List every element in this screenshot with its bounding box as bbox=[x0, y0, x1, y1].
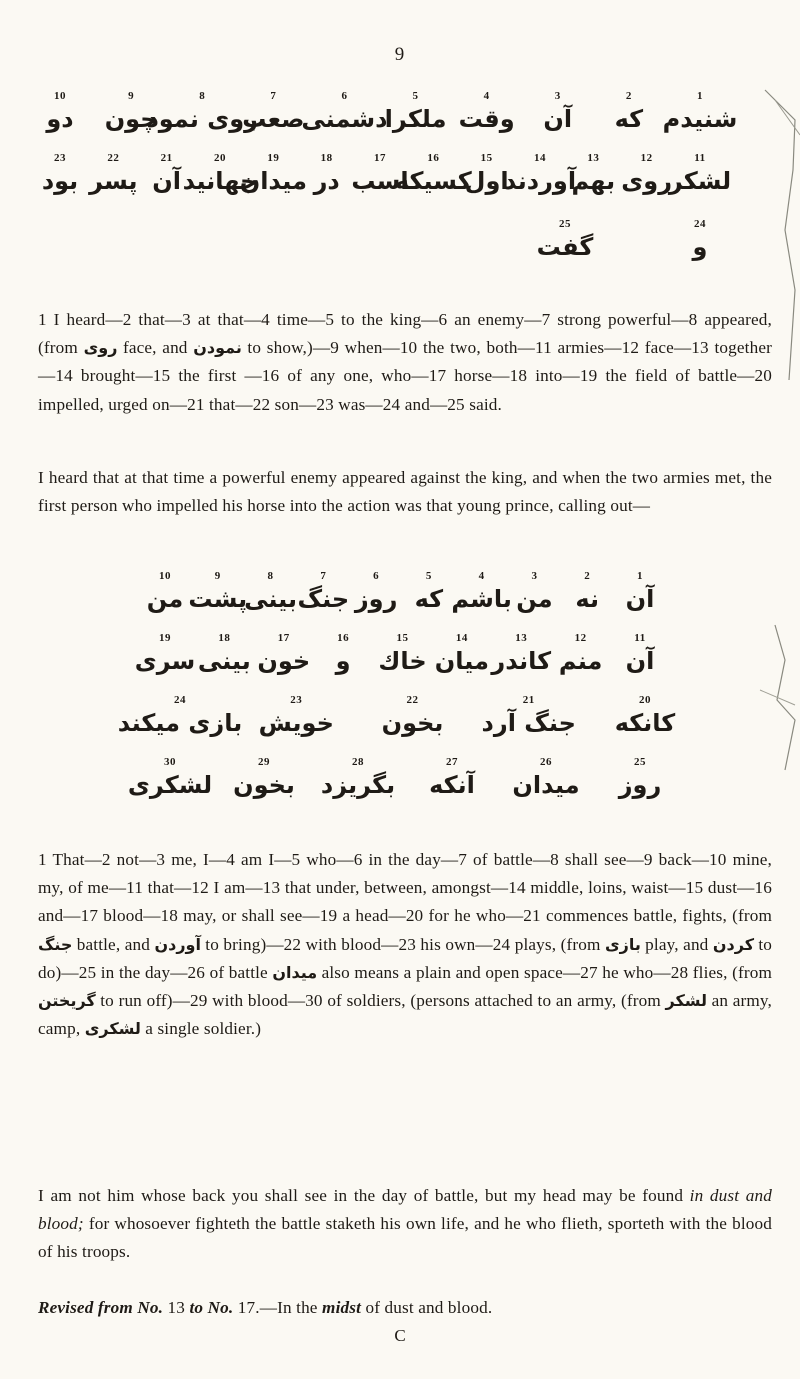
word-text: دو bbox=[46, 105, 74, 133]
word-text: آن bbox=[543, 105, 573, 133]
word-text: من bbox=[516, 585, 553, 613]
word-text: بود bbox=[41, 167, 79, 195]
arabic-word bbox=[321, 756, 395, 802]
word-number: 23 bbox=[54, 152, 66, 164]
word-text: بازى ميكند bbox=[117, 709, 243, 737]
arabic-word bbox=[504, 152, 576, 198]
arabic-word bbox=[351, 152, 408, 198]
word-text: و bbox=[335, 647, 351, 675]
arabic-line bbox=[0, 570, 800, 640]
arabic-word bbox=[516, 570, 552, 616]
word-number: 26 bbox=[539, 756, 552, 768]
word-number: 22 bbox=[107, 152, 120, 164]
inline-arabic-word: لشكر bbox=[665, 991, 708, 1011]
arabic-word bbox=[105, 90, 158, 136]
arabic-word bbox=[415, 570, 444, 616]
word-text: آن bbox=[152, 167, 182, 195]
arabic-line bbox=[0, 756, 800, 826]
word-number: 12 bbox=[640, 152, 653, 164]
word-text: آوردند bbox=[503, 167, 577, 195]
gloss-paragraph-2: 1 That—2 not—3 me, I—4 am I—5 who—6 in the day—7 of battle—8 shall see—9 back—10 mine, my, of me—11 that—12 I am—13 that under, between, amongst—14 middle, loins, waist—15 dust—16 and—17 blood—18 may, or shall see—19 a head—20 for he who—21 commences battle, fights, (from جنگ battle, and آوردن to bring)—22 with blood—23 his own—24 plays, (from بازى play, and كردن to do)—25 in the day—26 of battle ميدان also means a plain and open space—27 he who—28 flies, (from گريختن to run off)—29 with blood—30 of soldiers, (persons attached to an army, (from لشكر an army, camp, لشكرى a single soldier.) bbox=[38, 850, 772, 1039]
word-text: سرى bbox=[134, 647, 196, 675]
arabic-word bbox=[152, 152, 181, 198]
word-number: 10 bbox=[159, 570, 171, 582]
arabic-word bbox=[188, 570, 247, 616]
arabic-word bbox=[378, 632, 426, 678]
word-text: پشت bbox=[188, 585, 248, 613]
arabic-line bbox=[0, 632, 800, 702]
word-number: 29 bbox=[258, 756, 270, 768]
arabic-word bbox=[512, 756, 579, 802]
arabic-word bbox=[626, 570, 655, 616]
word-text: ميان bbox=[434, 647, 489, 675]
inline-arabic-word: كردن bbox=[712, 934, 755, 954]
word-text: جهانيد bbox=[182, 167, 258, 195]
word-number: 11 bbox=[694, 152, 706, 164]
word-text: آن bbox=[625, 585, 655, 613]
word-text: شنيدم bbox=[662, 105, 738, 133]
emphasis-text: in dust and blood; bbox=[38, 1186, 772, 1234]
word-text: كسيكه bbox=[394, 167, 472, 195]
arabic-word bbox=[543, 90, 572, 136]
inline-arabic-word: روى bbox=[83, 338, 118, 358]
word-text: خون bbox=[257, 647, 311, 675]
arabic-word bbox=[451, 570, 511, 616]
word-number: 20 bbox=[213, 152, 226, 164]
word-number: 18 bbox=[218, 632, 231, 644]
arabic-word bbox=[233, 756, 295, 802]
arabic-word bbox=[693, 218, 708, 264]
word-number: 5 bbox=[425, 570, 432, 582]
arabic-line bbox=[0, 218, 800, 288]
word-text: كاندر bbox=[491, 647, 552, 675]
arabic-word bbox=[147, 570, 183, 616]
revised-note: Revised from No. 13 to No. 17.—In the midst of dust and blood. bbox=[38, 1298, 493, 1317]
word-number: 1 bbox=[637, 570, 643, 582]
arabic-word bbox=[537, 218, 594, 264]
word-number: 18 bbox=[320, 152, 333, 164]
word-text: ميدان bbox=[239, 167, 307, 195]
emphasis-text: Revised from No. bbox=[38, 1298, 164, 1317]
word-text: وقت bbox=[458, 105, 515, 133]
word-text: لشكرى bbox=[127, 771, 213, 799]
word-number: 10 bbox=[53, 90, 66, 102]
word-text: باشم bbox=[451, 585, 512, 613]
arabic-line bbox=[0, 90, 800, 160]
arabic-word bbox=[459, 90, 515, 136]
word-text: خويش bbox=[258, 709, 334, 737]
inline-arabic-word: جنگ bbox=[38, 934, 73, 954]
arabic-word bbox=[118, 694, 242, 740]
word-text: روز bbox=[354, 585, 398, 613]
word-number: 4 bbox=[483, 90, 490, 102]
arabic-word bbox=[336, 632, 351, 678]
word-number: 2 bbox=[625, 90, 632, 102]
emphasis-text: midst bbox=[322, 1298, 361, 1317]
word-text: آنكه bbox=[429, 771, 475, 799]
arabic-word bbox=[297, 570, 349, 616]
arabic-word bbox=[615, 694, 676, 740]
word-number: 13 bbox=[587, 152, 600, 164]
arabic-word bbox=[42, 152, 78, 198]
word-text: پسر bbox=[89, 167, 138, 195]
word-text: بهم bbox=[571, 167, 616, 195]
arabic-word bbox=[385, 90, 447, 136]
word-number: 19 bbox=[159, 632, 171, 644]
word-number: 11 bbox=[634, 632, 646, 644]
word-number: 24 bbox=[693, 218, 706, 230]
word-number: 25 bbox=[634, 756, 646, 768]
word-number: 17 bbox=[277, 632, 290, 644]
word-number: 14 bbox=[455, 632, 468, 644]
arabic-verse-2 bbox=[0, 570, 800, 840]
arabic-word bbox=[619, 756, 662, 802]
word-text: اسب bbox=[351, 167, 409, 195]
word-number: 25 bbox=[558, 218, 571, 230]
word-text: دشمنى bbox=[301, 105, 388, 133]
emphasis-text: to No. bbox=[189, 1298, 234, 1317]
word-number: 9 bbox=[128, 90, 135, 102]
arabic-word bbox=[183, 152, 258, 198]
arabic-word bbox=[244, 570, 297, 616]
word-number: 1 bbox=[697, 90, 703, 102]
word-text: روى نمود bbox=[146, 105, 258, 133]
arabic-word bbox=[259, 694, 334, 740]
arabic-word bbox=[198, 632, 251, 678]
word-number: 3 bbox=[554, 90, 561, 102]
word-text: ملكرا bbox=[384, 105, 447, 133]
arabic-word bbox=[621, 152, 672, 198]
arabic-word bbox=[575, 570, 599, 616]
word-number: 8 bbox=[199, 90, 206, 102]
inline-arabic-word: لشكرى bbox=[84, 1019, 141, 1039]
word-text: بينى bbox=[197, 647, 251, 675]
word-number: 23 bbox=[290, 694, 303, 706]
word-number: 5 bbox=[412, 90, 419, 102]
word-number: 16 bbox=[427, 152, 440, 164]
arabic-word bbox=[571, 152, 615, 198]
word-number: 12 bbox=[574, 632, 587, 644]
word-text: بخون bbox=[233, 771, 295, 799]
arabic-word bbox=[355, 570, 398, 616]
word-number: 14 bbox=[534, 152, 546, 164]
word-text: ميدان bbox=[512, 771, 580, 799]
page-number: 9 bbox=[394, 44, 406, 65]
word-text: جنگ bbox=[297, 585, 350, 613]
inline-arabic-word: بازى bbox=[604, 934, 641, 954]
arabic-word bbox=[46, 90, 73, 136]
arabic-word bbox=[146, 90, 258, 136]
arabic-word bbox=[559, 632, 602, 678]
word-number: 30 bbox=[163, 756, 176, 768]
inline-arabic-word: نمودن bbox=[193, 338, 242, 358]
gloss-paragraph-1: 1 I heard—2 that—3 at that—4 time—5 to the king—6 an enemy—7 strong powerful—8 appeared, (from روى face, and نمودن to show,)—9 when—10 the two, both—11 armies—12 face—13 together—14 brought—15 the first —16 of any one, who—17 horse—18 into—19 the field of battle—20 impelled, urged on—21 that—22 son—23 was—24 and—25 said. bbox=[38, 310, 772, 414]
word-number: 24 bbox=[174, 694, 186, 706]
inline-arabic-word: گريختن bbox=[38, 991, 96, 1011]
arabic-word bbox=[89, 152, 137, 198]
word-text: چون bbox=[104, 105, 158, 133]
word-text: كانكه bbox=[614, 709, 676, 737]
word-text: بينى bbox=[244, 585, 297, 613]
word-text: نه bbox=[575, 585, 600, 613]
arabic-word bbox=[301, 90, 387, 136]
word-number: 19 bbox=[267, 152, 280, 164]
arabic-word bbox=[257, 632, 310, 678]
arabic-word bbox=[382, 694, 444, 740]
arabic-word bbox=[663, 90, 738, 136]
word-text: جنگ آرد bbox=[481, 709, 576, 737]
word-number: 7 bbox=[320, 570, 327, 582]
arabic-word bbox=[482, 694, 576, 740]
inline-arabic-word: ميدان bbox=[272, 962, 318, 982]
arabic-verse-1 bbox=[0, 90, 800, 275]
inline-arabic-word: آوردن bbox=[154, 934, 201, 954]
word-number: 27 bbox=[446, 756, 458, 768]
word-text: بخون bbox=[381, 709, 444, 737]
arabic-word bbox=[429, 756, 475, 802]
arabic-word bbox=[491, 632, 551, 678]
translation-paragraph-1: I heard that at that time a powerful enemy appeared against the king, and when the two armies met, the first person who impelled his horse into the action was that young prince, calling out— bbox=[38, 468, 772, 516]
word-number: 15 bbox=[396, 632, 409, 644]
word-number: 6 bbox=[341, 90, 348, 102]
word-text: و bbox=[692, 233, 708, 261]
arabic-word bbox=[435, 632, 489, 678]
word-number: 28 bbox=[352, 756, 364, 768]
arabic-word bbox=[615, 90, 644, 136]
word-number: 2 bbox=[584, 570, 591, 582]
word-text: كه bbox=[614, 105, 644, 133]
word-text: روى bbox=[621, 167, 673, 195]
word-number: 21 bbox=[160, 152, 173, 164]
arabic-line bbox=[0, 694, 800, 764]
word-number: 6 bbox=[373, 570, 380, 582]
translation-paragraph-2: I am not him whose back you shall see in the day of battle, but my head may be found in dust and blood; for whosoever fighteth the battle staketh his own life, and he who flieth, sporteth with the blood of his troops. bbox=[38, 1186, 772, 1262]
arabic-line bbox=[0, 152, 800, 222]
arabic-word bbox=[626, 632, 655, 678]
word-text: بگريزد bbox=[320, 771, 396, 799]
word-number: 17 bbox=[373, 152, 386, 164]
word-text: در bbox=[313, 167, 340, 195]
word-number: 22 bbox=[406, 694, 419, 706]
word-text: لشكر bbox=[668, 167, 732, 195]
word-number: 4 bbox=[478, 570, 485, 582]
word-number: 15 bbox=[480, 152, 493, 164]
arabic-word bbox=[314, 152, 340, 198]
arabic-word bbox=[128, 756, 212, 802]
word-text: اول bbox=[464, 167, 509, 195]
printer-signature: C bbox=[394, 1326, 406, 1345]
word-text: منم bbox=[558, 647, 603, 675]
word-number: 7 bbox=[270, 90, 277, 102]
word-number: 20 bbox=[639, 694, 651, 706]
word-number: 21 bbox=[522, 694, 535, 706]
word-number: 3 bbox=[531, 570, 538, 582]
arabic-word bbox=[135, 632, 196, 678]
word-text: كه bbox=[414, 585, 444, 613]
word-number: 8 bbox=[267, 570, 274, 582]
word-text: صعب bbox=[242, 105, 305, 133]
word-number: 9 bbox=[214, 570, 221, 582]
word-number: 13 bbox=[515, 632, 528, 644]
word-text: من bbox=[146, 585, 184, 613]
arabic-word bbox=[669, 152, 731, 198]
word-text: خاك bbox=[378, 647, 427, 675]
word-number: 16 bbox=[337, 632, 350, 644]
word-text: روز bbox=[618, 771, 662, 799]
word-text: آن bbox=[625, 647, 655, 675]
word-text: گفت bbox=[536, 233, 594, 261]
